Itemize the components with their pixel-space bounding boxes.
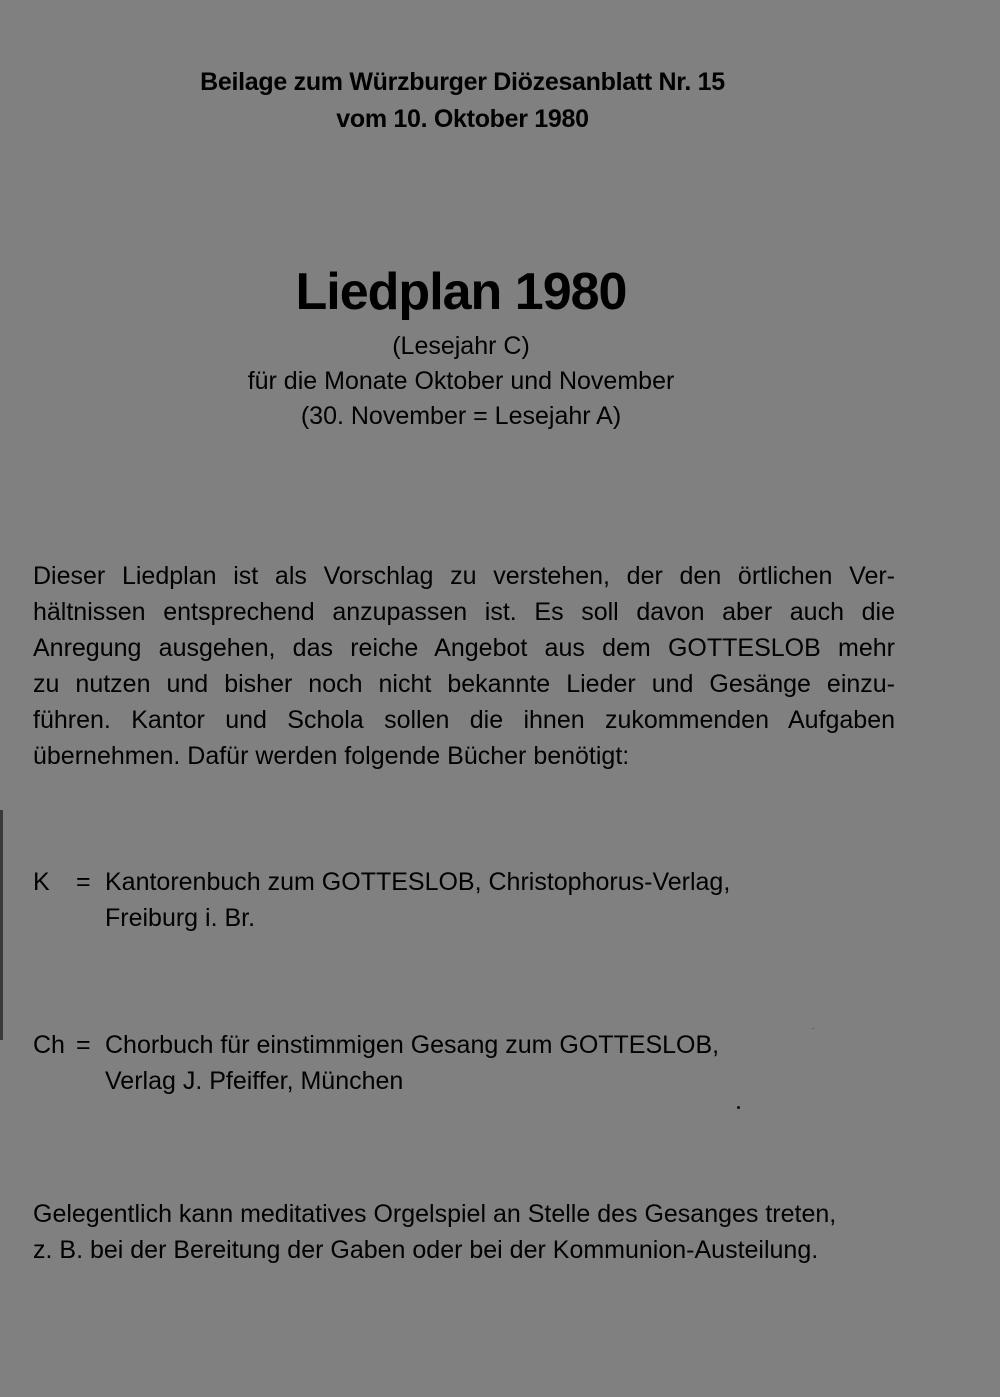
scan-speck	[812, 1028, 814, 1029]
reference-equals: =	[76, 868, 91, 896]
page-title: Liedplan 1980	[295, 263, 627, 321]
intro-line: Anregung ausgehen, das reiche Angebot aus dem GOTTESLOB mehr	[33, 634, 895, 662]
intro-line: Dieser Liedplan ist als Vorschlag zu verstehen, der den örtlichen Ver-	[33, 562, 895, 590]
reference-equals: =	[76, 1031, 91, 1059]
scan-speck	[737, 1106, 740, 1109]
reference-line: Chorbuch für einstimmigen Gesang zum GOTTESLOB,	[105, 1031, 720, 1059]
scan-edge-line	[0, 810, 3, 1040]
closing-line: Gelegentlich kann meditatives Orgelspiel an Stelle des Gesanges treten,	[33, 1200, 837, 1228]
supplement-heading: Beilage zum Würzburger Diözesanblatt Nr. 15	[200, 68, 725, 96]
intro-paragraph	[33, 558, 895, 774]
title-note: (30. November = Lesejahr A)	[300, 402, 622, 430]
closing-paragraph	[33, 1196, 895, 1268]
reference-line: Kantorenbuch zum GOTTESLOB, Christophorus-Verlag,	[105, 868, 731, 896]
reference-abbreviation: K	[33, 868, 50, 896]
intro-line: hältnissen entsprechend anzupassen ist. Es soll davon aber auch die	[33, 598, 895, 626]
title-months: für die Monate Oktober und November	[247, 367, 675, 395]
intro-line: übernehmen. Dafür werden folgende Bücher benötigt:	[33, 742, 630, 770]
reference-abbreviation: Ch	[33, 1031, 65, 1059]
intro-line: führen. Kantor und Schola sollen die ihnen zukommenden Aufgaben	[33, 706, 895, 734]
reference-line: Freiburg i. Br.	[105, 904, 256, 932]
reference-description	[105, 864, 730, 936]
supplement-date: vom 10. Oktober 1980	[336, 105, 589, 133]
reference-line: Verlag J. Pfeiffer, München	[105, 1067, 404, 1095]
reference-description	[105, 1027, 719, 1099]
intro-line: zu nutzen und bisher noch nicht bekannte Lieder und Gesänge einzu-	[33, 670, 895, 698]
closing-line: z. B. bei der Bereitung der Gaben oder bei der Kommunion-Austeilung.	[33, 1236, 819, 1264]
title-reading-year: (Lesejahr C)	[392, 332, 530, 360]
